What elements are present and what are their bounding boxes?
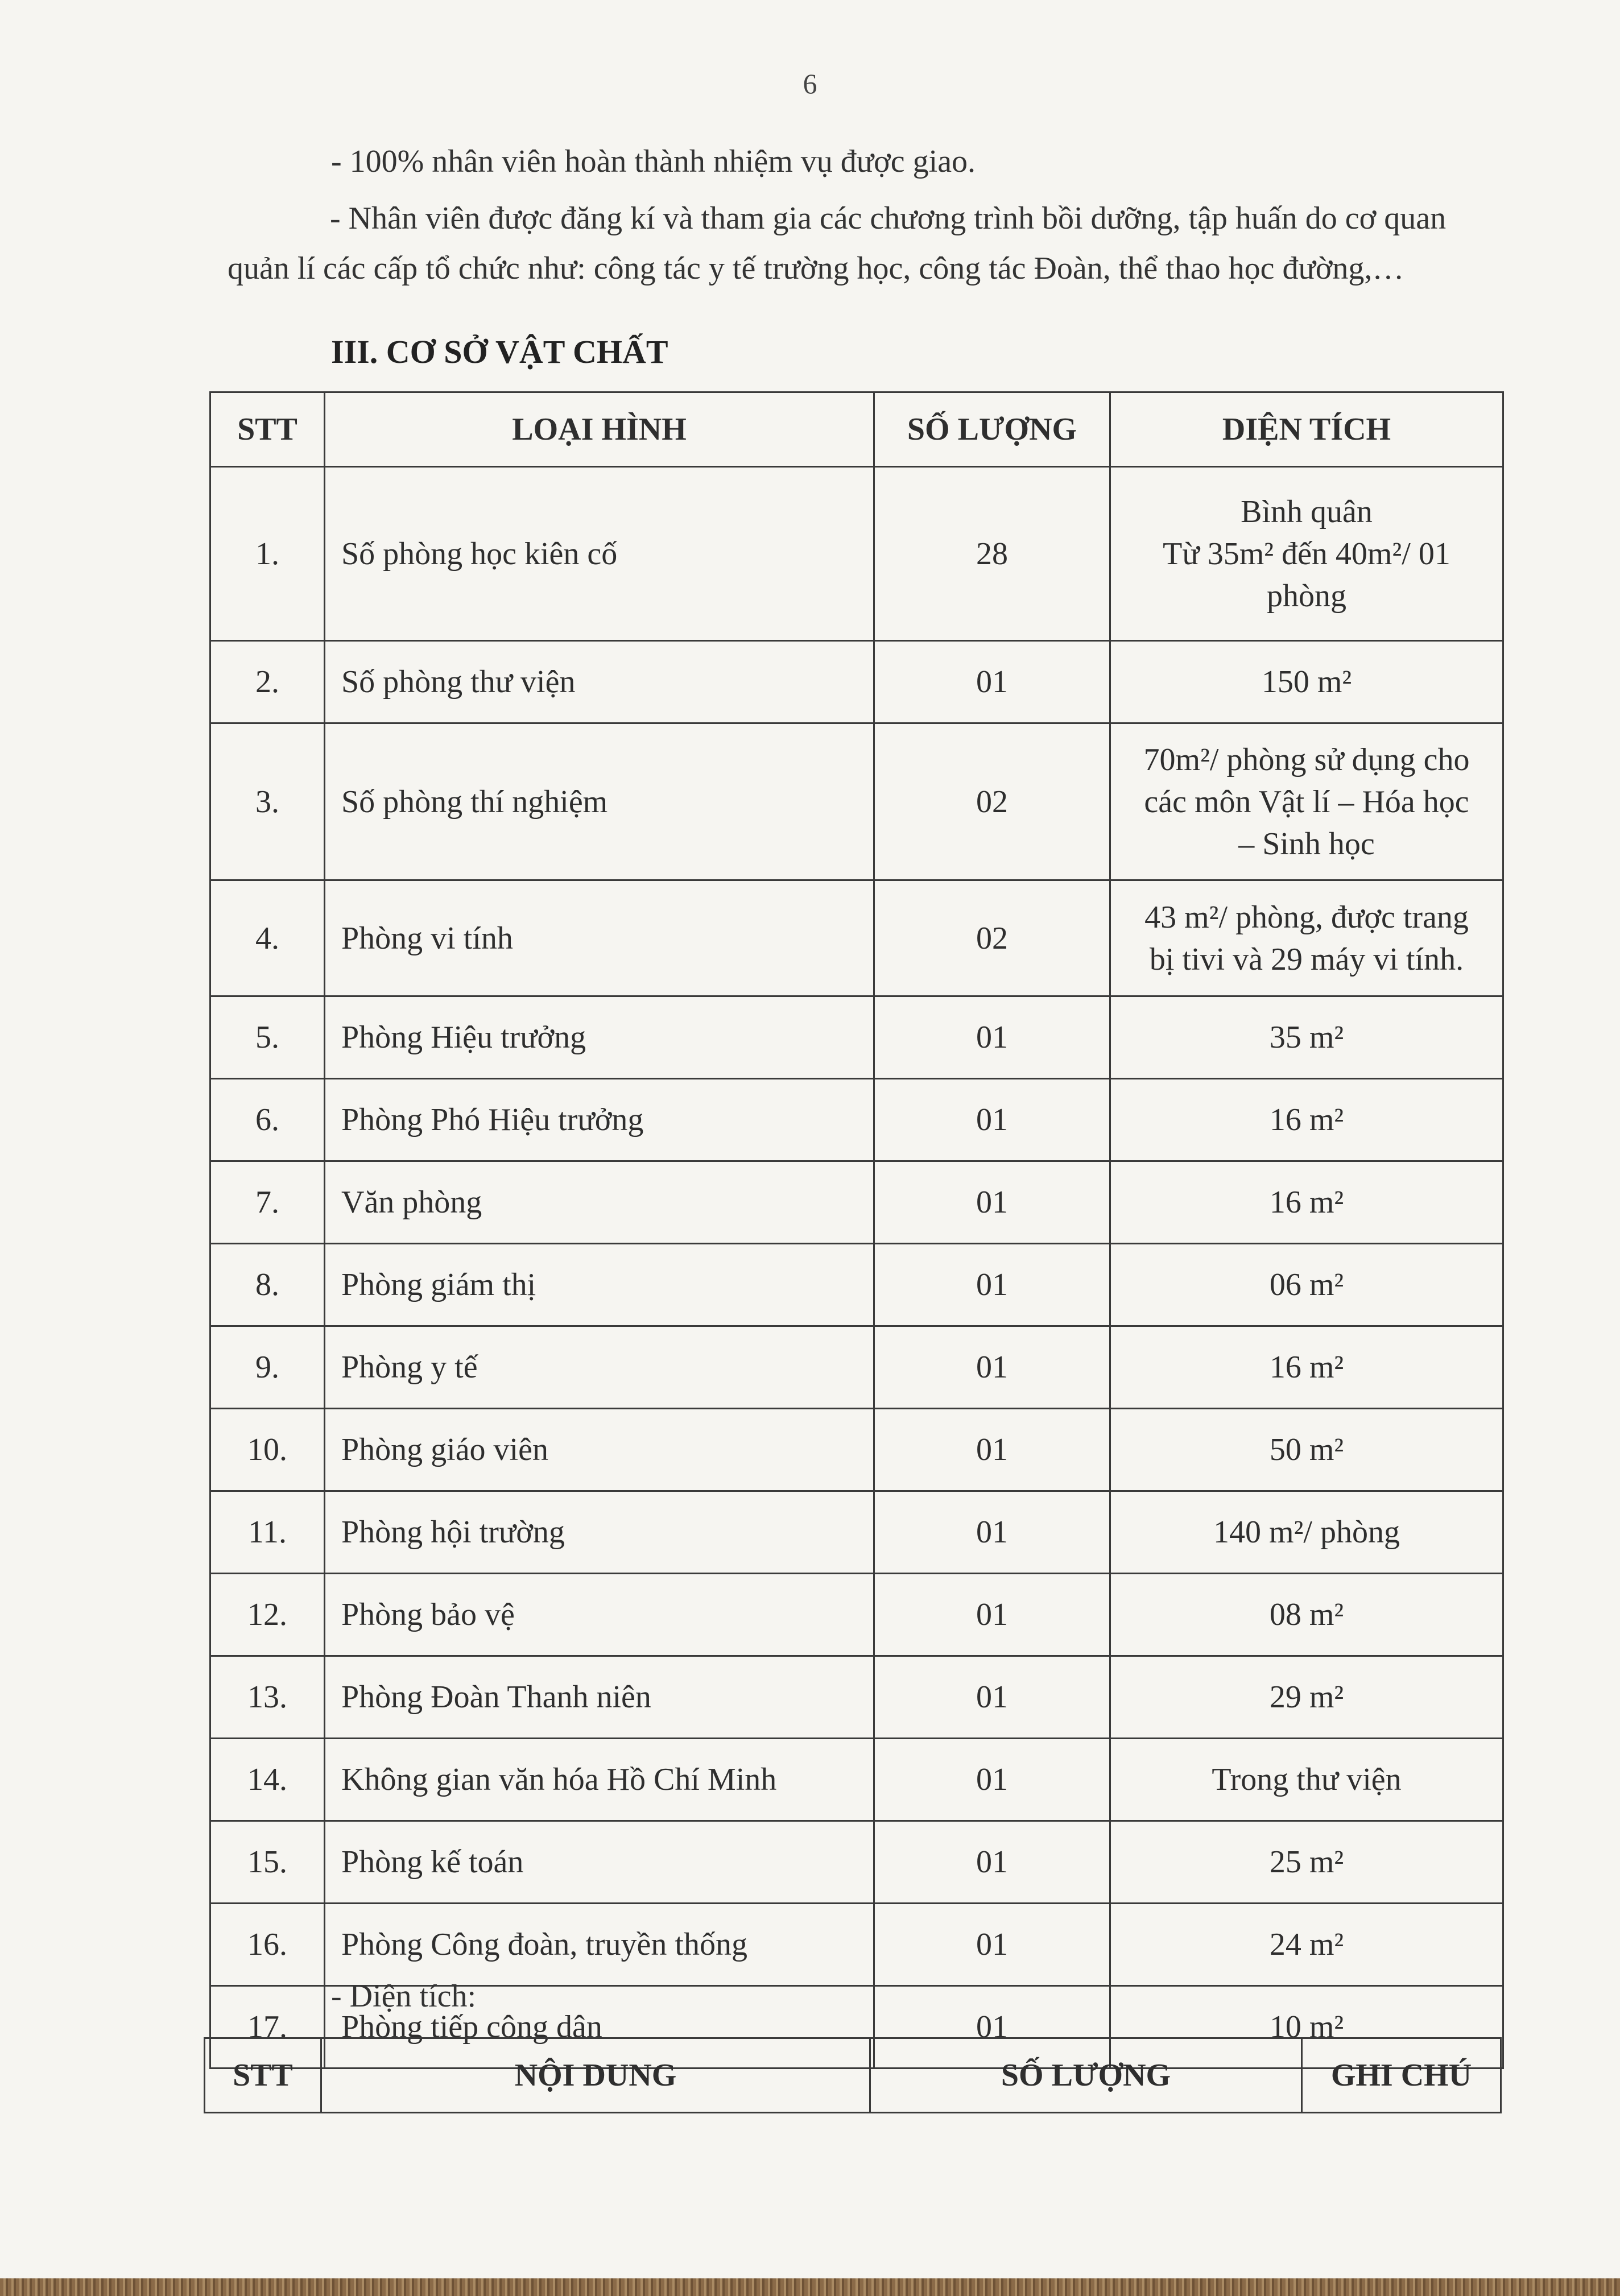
header-stt: STT [210,392,325,467]
cell-stt: 11. [210,1491,325,1574]
cell-area: 16 m² [1110,1326,1503,1409]
area-line: phòng [1267,578,1346,614]
area-subheading: - Diện tích: [331,1979,477,2014]
cell-stt: 7. [210,1161,325,1244]
cell-area: 06 m² [1110,1244,1503,1326]
cell-area: 35 m² [1110,996,1503,1079]
cell-stt: 4. [210,880,325,996]
cell-stt: 15. [210,1821,325,1904]
table-row [210,641,1503,723]
cell-quantity: 01 [874,641,1110,723]
cell-type: Phòng bảo vệ [325,1574,874,1656]
table-row [210,1409,1503,1491]
cell-type: Phòng Đoàn Thanh niên [325,1656,874,1739]
cell-stt: 13. [210,1656,325,1739]
cell-quantity: 01 [874,996,1110,1079]
cell-type: Phòng Phó Hiệu trưởng [325,1079,874,1161]
scan-edge-strip [0,2278,1620,2296]
cell-stt: 9. [210,1326,325,1409]
area-line: các môn Vật lí – Hóa học [1144,784,1469,820]
cell-type: Phòng vi tính [325,880,874,996]
cell-quantity: 02 [874,880,1110,996]
area-line: Bình quân [1241,494,1373,529]
cell-quantity: 01 [874,1904,1110,1986]
table-row [210,1244,1503,1326]
table-row [210,1491,1503,1574]
cell-type: Phòng tiếp công dân [325,1986,874,2069]
area-line: bị tivi và 29 máy vi tính. [1149,941,1464,977]
cell-stt: 2. [210,641,325,723]
cell-quantity: 01 [874,1161,1110,1244]
cell-area: 10 m² [1110,1986,1503,2069]
cell-quantity: 01 [874,1326,1110,1409]
area-table [204,2037,1502,2113]
cell-quantity: 28 [874,467,1110,641]
table-row [210,996,1503,1079]
header-type: LOẠI HÌNH [325,392,874,467]
area-line: Từ 35m² đến 40m²/ 01 [1163,536,1450,572]
cell-area: 16 m² [1110,1079,1503,1161]
paragraph-staff-completion: - 100% nhân viên hoàn thành nhiệm vụ được giao. [331,144,976,179]
cell-area [1110,723,1503,880]
cell-area [1110,880,1503,996]
cell-area: 24 m² [1110,1904,1503,1986]
table-row [210,1574,1503,1656]
cell-type: Số phòng học kiên cố [325,467,874,641]
page-number: 6 [803,68,817,100]
table-row [210,467,1503,641]
cell-type: Số phòng thư viện [325,641,874,723]
cell-quantity: 01 [874,1656,1110,1739]
cell-quantity: 01 [874,1491,1110,1574]
cell-type: Phòng kế toán [325,1821,874,1904]
table-row [210,1821,1503,1904]
cell-type: Phòng y tế [325,1326,874,1409]
cell-quantity: 01 [874,1244,1110,1326]
table-header-row [210,392,1503,467]
cell-quantity: 02 [874,723,1110,880]
cell-stt: 3. [210,723,325,880]
cell-stt: 14. [210,1739,325,1821]
header-stt: STT [205,2038,321,2113]
header-content: NỘI DUNG [321,2038,870,2113]
cell-type: Văn phòng [325,1161,874,1244]
cell-stt: 12. [210,1574,325,1656]
table-row [210,1904,1503,1986]
cell-quantity: 01 [874,1079,1110,1161]
cell-area: Trong thư viện [1110,1739,1503,1821]
cell-stt: 6. [210,1079,325,1161]
cell-stt: 17. [210,1986,325,2069]
cell-area: 25 m² [1110,1821,1503,1904]
cell-stt: 8. [210,1244,325,1326]
cell-area: 29 m² [1110,1656,1503,1739]
cell-stt: 1. [210,467,325,641]
cell-type: Phòng giáo viên [325,1409,874,1491]
cell-area: 150 m² [1110,641,1503,723]
cell-quantity: 01 [874,1821,1110,1904]
facilities-table [209,391,1504,2069]
cell-quantity: 01 [874,1986,1110,2069]
header-quantity: SỐ LƯỢNG [874,392,1110,467]
area-line: – Sinh học [1238,826,1375,862]
table-row [210,1326,1503,1409]
table-row [210,1656,1503,1739]
header-area: DIỆN TÍCH [1110,392,1503,467]
area-line: 43 m²/ phòng, được trang [1144,899,1469,935]
header-note: GHI CHÚ [1302,2038,1501,2113]
cell-stt: 5. [210,996,325,1079]
cell-area: 08 m² [1110,1574,1503,1656]
cell-quantity: 01 [874,1739,1110,1821]
cell-type: Phòng Hiệu trưởng [325,996,874,1079]
cell-area: 16 m² [1110,1161,1503,1244]
table-row [210,1739,1503,1821]
area-line: 70m²/ phòng sử dụng cho [1143,742,1470,777]
cell-area [1110,467,1503,641]
header-quantity: SỐ LƯỢNG [870,2038,1302,2113]
paragraph-staff-training: - Nhân viên được đăng kí và tham gia các chương trình bồi dưỡng, tập huấn do cơ quan quản lí các cấp tổ chức như: công tác y tế trường học, công tác Đoàn, thể thao học đường,… [228,201,1447,286]
table-row [210,723,1503,880]
table-row [210,1079,1503,1161]
cell-area: 50 m² [1110,1409,1503,1491]
cell-quantity: 01 [874,1574,1110,1656]
cell-area: 140 m²/ phòng [1110,1491,1503,1574]
cell-stt: 16. [210,1904,325,1986]
cell-type: Phòng giám thị [325,1244,874,1326]
cell-type: Phòng hội trường [325,1491,874,1574]
cell-quantity: 01 [874,1409,1110,1491]
cell-type: Không gian văn hóa Hồ Chí Minh [325,1739,874,1821]
cell-type: Phòng Công đoàn, truyền thống [325,1904,874,1986]
table-row [210,880,1503,996]
cell-type: Số phòng thí nghiệm [325,723,874,880]
table-row [210,1161,1503,1244]
cell-stt: 10. [210,1409,325,1491]
table-header-row [205,2038,1501,2113]
section-title: III. CƠ SỞ VẬT CHẤT [331,333,668,370]
